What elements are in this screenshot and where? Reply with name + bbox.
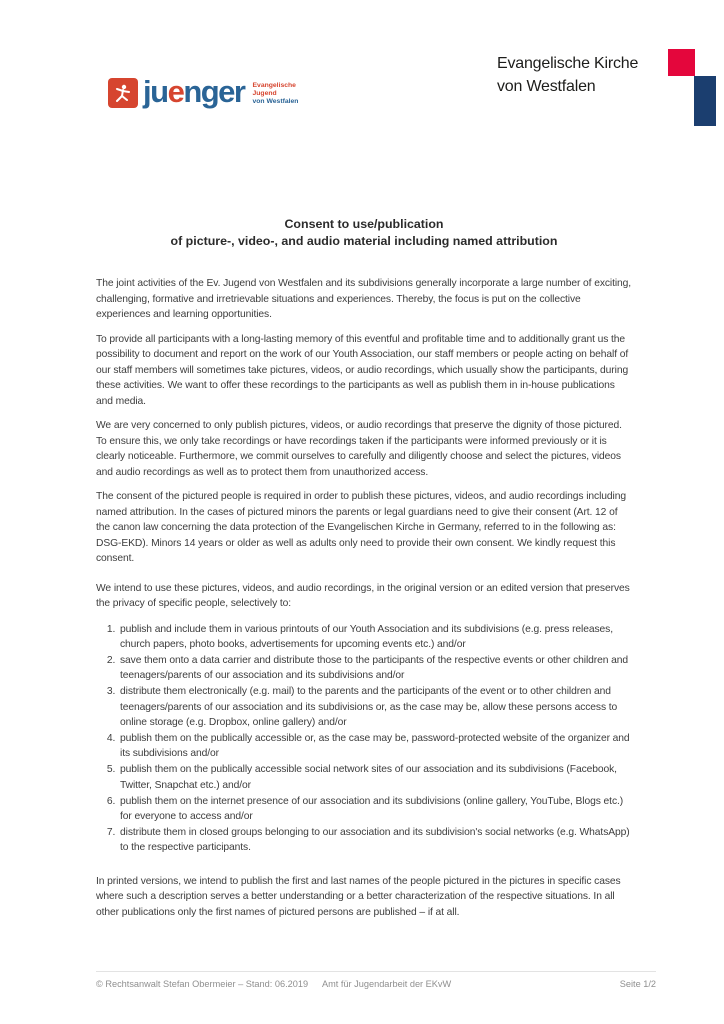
juenger-logo [108, 72, 298, 112]
tagline-line-1: Evangelische [252, 82, 296, 89]
organisation-name [497, 52, 638, 98]
logo-tagline [253, 82, 299, 106]
usage-list-item-2: 2. save them onto a data carrier and distribute those to the participants of the respective events or other children and teenagers/parents of our association and its subdivisions and/or [118, 653, 632, 683]
footer-page-number: Seite 1/2 [619, 979, 656, 989]
document-title-line-1: Consent to use/publication [284, 217, 444, 231]
organisation-name-line-1: Evangelische Kirche [497, 55, 639, 72]
page-footer [96, 971, 656, 989]
paragraph-joint-activities: The joint activities of the Ev. Jugend von Westfalen and its subdivisions generally incorporate a large number of exciting, challenging, formative and irretrievable situations and experiences. Thereby, the focus is put on the collective experiences and learning opportunities. [96, 278, 632, 320]
jumping-figure-icon [108, 78, 138, 108]
usage-list-item-1: 1. publish and include them in various printouts of our Youth Association and its subdivisions (e.g. press releases, church papers, photo books, advertisements for upcoming events etc.) and/or [118, 622, 632, 652]
footer-office: Amt für Jugendarbeit der EKvW [322, 979, 452, 989]
paragraph-dignity: We are very concerned to only publish pictures, videos, or audio recordings that preserve the dignity of those pictured. To ensure this, we only take recordings or have recordings taken if the participants were informed previously or it is clearly noticeable. Furthermore, we commit ourselves to carefully and diligently choose and select the pictures, videos and audio recordings as well as to protect them from unauthorized access. [96, 420, 622, 478]
usage-list-item-4: 4. publish them on the publically accessible or, as the case may be, password-protected website of the organizer and its subdivisions and/or [118, 731, 632, 761]
tagline-line-3: von Westfalen [252, 98, 299, 105]
paragraph-consent-required: The consent of the pictured people is required in order to publish these pictures, videos, and audio recordings including named attribution. In the cases of pictured minors the parents or legal guardians need to give their consent (Art. 12 of the canon law concerning the data protection of the Evangelischen Kirche in Germany, referred to in the following as: DSG-EKD). Minors 14 years or older as well as adults only need to provide their own consent. We kindly request this consent. [96, 491, 626, 564]
paragraph-printed-names: In printed versions, we intend to publish the first and last names of the people pictured in the pictures in specific cases where such a description serves a better understanding or a better characterization of the respective situations. In all other publications only the first names of pictured persons are published – if at all. [96, 875, 621, 918]
brand-part: ju [143, 74, 168, 109]
paragraph-long-lasting-memory: To provide all participants with a long-lasting memory of this eventful and profitable time and to additionally grant us the possibility to document and report on the work of our Youth Association, our staff members or people acting on behalf of our staff members will sometimes take pictures, videos, or audio recordings, which usually show the participants, during these activities. We want to offer these recordings to the participants as well as publish them in in-house publications and media. [96, 333, 629, 407]
usage-list-item-5: 5. publish them on the publically accessible social network sites of our association and its subdivisions (Facebook, Twitter, Snapchat etc.) and/or [118, 762, 632, 792]
blue-rectangle-decoration [694, 76, 716, 126]
brand-part-red: e [167, 74, 184, 109]
usage-list [96, 622, 632, 856]
organisation-name-line-2: von Westfalen [497, 78, 596, 95]
document-body [96, 216, 632, 920]
usage-list-item-3: 3. distribute them electronically (e.g. mail) to the parents and the participants of the event or to other children and teenagers/parents of our association and its subdivisions or, as the case may be, allow these persons access to online storage (e.g. Dropbox, online gallery) and/or [118, 684, 632, 730]
footer-copyright: © Rechtsanwalt Stefan Obermeier – Stand: 06.2019 [96, 979, 309, 989]
tagline-line-2: Jugend [252, 90, 277, 97]
usage-list-item-6: 6. publish them on the internet presence of our association and its subdivisions (online gallery, YouTube, Blogs etc.) for everyone to access and/or [118, 794, 632, 824]
paragraph-intent-intro: We intend to use these pictures, videos, and audio recordings, in the original version or an edited version that preserves the privacy of specific people, selectively to: [96, 582, 630, 609]
document-title [96, 216, 632, 250]
brand-part: nger [183, 74, 245, 109]
brand-wordmark [143, 72, 245, 112]
red-square-decoration [668, 49, 695, 76]
usage-list-item-7: 7. distribute them in closed groups belonging to our association and its subdivision's social networks (e.g. WhatsApp) to the respective participants. [118, 825, 632, 855]
document-title-line-2: of picture-, video-, and audio material including named attribution [170, 234, 558, 248]
